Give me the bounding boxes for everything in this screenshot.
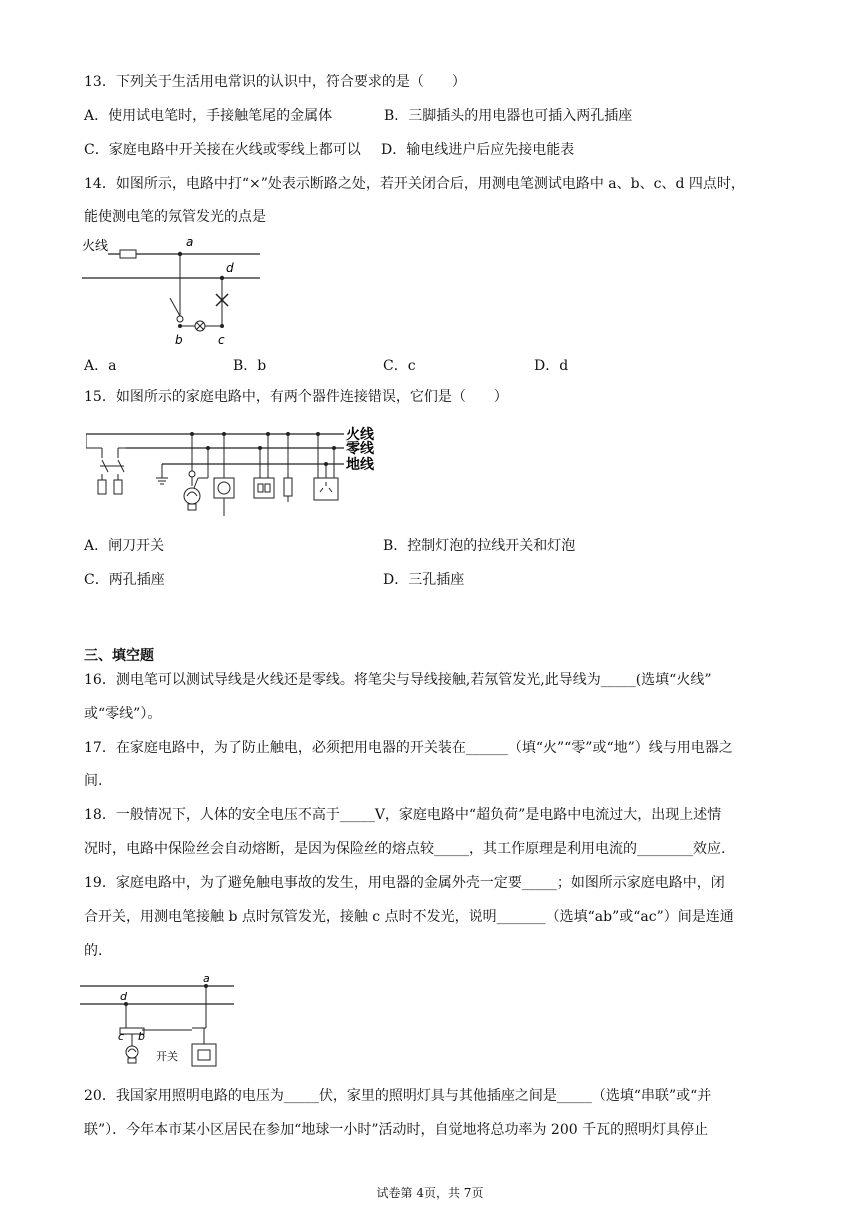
q15-stem: 15．如图所示的家庭电路中，有两个器件连接错误，它们是（ ） (84, 389, 508, 405)
page-footer: 试卷第 4页，共 7页 (376, 1186, 484, 1200)
q15-option-b: B．控制灯泡的拉线开关和灯泡 (383, 538, 576, 554)
section-heading-fill-in: 三、填空题 (84, 648, 154, 664)
q19-switch-label: 开关 (156, 1050, 178, 1063)
q14-circuit-diagram (82, 234, 262, 350)
q14-point-d-label: d (226, 261, 234, 275)
q19-circuit-diagram (80, 972, 236, 1070)
q19-point-c-label: c (118, 1030, 125, 1043)
q17-line1: 17．在家庭电路中，为了防止触电，必须把用电器的开关装在______（填“火”“零”或“地”）线与用电器之 (84, 740, 733, 756)
q15-option-c: C．两孔插座 (84, 572, 165, 588)
q14-point-c-label: c (218, 333, 225, 347)
q15-ground-wire-label: 地线 (346, 457, 374, 473)
q19-point-b-label: b (138, 1030, 145, 1043)
q15-household-circuit-diagram (86, 420, 390, 520)
q16-line1: 16．测电笔可以测试导线是火线还是零线。将笔尖与导线接触,若氖管发光,此导线为_____(选填“火线” (84, 672, 712, 688)
q15-neutral-wire-label: 零线 (346, 441, 374, 457)
q19-point-a-label: a (203, 972, 210, 985)
q14-option-c: C．c (383, 358, 416, 374)
q14-stem-line1: 14．如图所示，电路中打“×”处表示断路之处，若开关闭合后，用测电笔测试电路中 a、b、c、d 四点时， (84, 176, 745, 192)
q15-live-wire-label: 火线 (346, 427, 374, 443)
q15-option-d: D．三孔插座 (383, 572, 465, 588)
q13-option-d: D．输电线进户后应先接电能表 (381, 142, 575, 158)
q14-point-a-label: a (186, 235, 194, 249)
q15-option-a: A．闸刀开关 (84, 538, 165, 554)
q18-line1: 18．一般情况下，人体的安全电压不高于_____V，家庭电路中“超负荷”是电路中电流过大，出现上述情 (84, 807, 722, 823)
q14-option-a: A．a (84, 358, 117, 374)
q14-stem-line2: 能使测电笔的氖管发光的点是 (84, 209, 266, 225)
q13-option-c: C．家庭电路中开关接在火线或零线上都可以 (84, 142, 361, 158)
q19-point-d-label: d (120, 990, 127, 1003)
q13-stem: 13．下列关于生活用电常识的认识中，符合要求的是（ ） (84, 74, 466, 90)
q14-option-b: B．b (233, 358, 267, 374)
q16-line2: 或“零线”）。 (84, 706, 162, 722)
q13-option-b: B．三脚插头的用电器也可插入两孔插座 (384, 108, 633, 124)
q14-option-d: D．d (534, 358, 569, 374)
q17-line2: 间. (84, 773, 103, 789)
q19-line1: 19．家庭电路中，为了避免触电事故的发生，用电器的金属外壳一定要_____；如图所示家庭电路中，闭 (84, 875, 725, 891)
q13-option-a: A．使用试电笔时，手接触笔尾的金属体 (84, 108, 333, 124)
q20-line1: 20．我国家用照明电路的电压为_____伏，家里的照明灯具与其他插座之间是_____（选填“串联”或“并 (84, 1088, 712, 1104)
q14-live-wire-label: 火线 (82, 239, 109, 254)
q18-line2: 况时，电路中保险丝会自动熔断，是因为保险丝的熔点较_____，其工作原理是利用电流的________效应. (84, 841, 726, 857)
q20-line2: 联”）．今年本市某小区居民在参加“地球一小时”活动时，自觉地将总功率为 200 千瓦的照明灯具停止 (84, 1122, 709, 1138)
q19-line3: 的. (84, 943, 103, 959)
q14-point-b-label: b (175, 333, 183, 347)
q19-line2: 合开关，用测电笔接触 b 点时氖管发光，接触 c 点时不发光，说明_______（选填“ab”或“ac”）间是连通 (84, 909, 734, 925)
